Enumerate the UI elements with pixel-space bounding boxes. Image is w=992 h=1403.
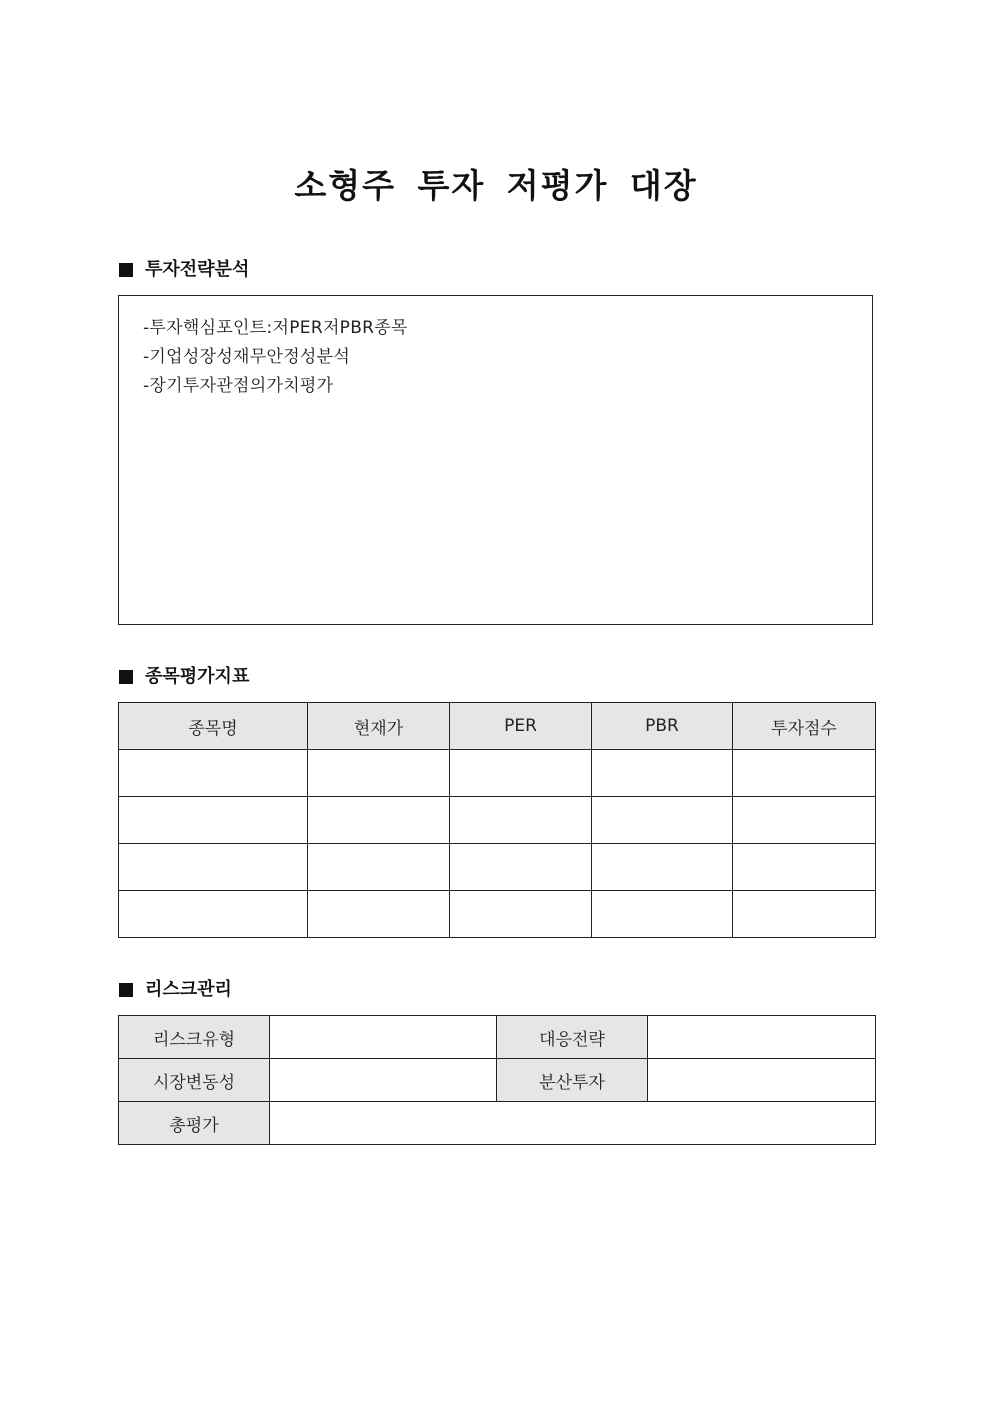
table-cell[interactable] bbox=[733, 797, 876, 844]
table-cell[interactable] bbox=[308, 844, 450, 891]
risk-value-cell[interactable] bbox=[648, 1016, 876, 1059]
section-heading-evaluation bbox=[119, 665, 249, 689]
column-header-price: 현재가 bbox=[308, 703, 450, 750]
column-header-score: 투자점수 bbox=[733, 703, 876, 750]
column-header-name: 종목명 bbox=[119, 703, 308, 750]
table-row bbox=[119, 750, 876, 797]
risk-value-cell[interactable] bbox=[648, 1059, 876, 1102]
table-cell[interactable] bbox=[450, 844, 592, 891]
table-row bbox=[119, 1016, 876, 1059]
table-cell[interactable] bbox=[450, 750, 592, 797]
risk-value-cell[interactable] bbox=[270, 1059, 497, 1102]
table-cell[interactable] bbox=[450, 891, 592, 938]
table-cell[interactable] bbox=[592, 797, 733, 844]
table-cell[interactable] bbox=[119, 891, 308, 938]
table-row bbox=[119, 1059, 876, 1102]
section-heading-label: 투자전략분석 bbox=[145, 259, 250, 280]
strategy-text-box[interactable] bbox=[118, 295, 873, 625]
risk-value-cell[interactable] bbox=[270, 1016, 497, 1059]
table-cell[interactable] bbox=[308, 891, 450, 938]
risk-label-cell: 리스크유형 bbox=[119, 1016, 270, 1059]
table-cell[interactable] bbox=[119, 797, 308, 844]
square-bullet-icon bbox=[119, 670, 133, 684]
table-row bbox=[119, 891, 876, 938]
table-cell[interactable] bbox=[592, 891, 733, 938]
table-header-row bbox=[119, 703, 876, 750]
strategy-line: -투자핵심포인트:저PER저PBR종목 bbox=[143, 318, 408, 338]
table-row bbox=[119, 797, 876, 844]
section-heading-risk bbox=[119, 978, 232, 1002]
risk-label-cell: 시장변동성 bbox=[119, 1059, 270, 1102]
table-row bbox=[119, 1102, 876, 1145]
table-cell[interactable] bbox=[592, 844, 733, 891]
risk-table bbox=[118, 1015, 876, 1145]
table-cell[interactable] bbox=[450, 797, 592, 844]
square-bullet-icon bbox=[119, 983, 133, 997]
square-bullet-icon bbox=[119, 263, 133, 277]
total-evaluation-value[interactable] bbox=[270, 1102, 876, 1145]
strategy-line: -기업성장성재무안정성분석 bbox=[143, 347, 351, 367]
table-row bbox=[119, 844, 876, 891]
risk-label-cell: 대응전략 bbox=[497, 1016, 648, 1059]
column-header-pbr: PBR bbox=[592, 703, 733, 750]
table-cell[interactable] bbox=[119, 750, 308, 797]
strategy-line: -장기투자관점의가치평가 bbox=[143, 376, 334, 396]
table-cell[interactable] bbox=[119, 844, 308, 891]
section-heading-label: 종목평가지표 bbox=[145, 666, 250, 687]
page-title: 소형주 투자 저평가 대장 bbox=[294, 166, 698, 205]
section-heading-strategy bbox=[119, 258, 249, 282]
table-cell[interactable] bbox=[308, 750, 450, 797]
table-cell[interactable] bbox=[733, 844, 876, 891]
table-cell[interactable] bbox=[308, 797, 450, 844]
table-cell[interactable] bbox=[733, 750, 876, 797]
table-cell[interactable] bbox=[592, 750, 733, 797]
table-cell[interactable] bbox=[733, 891, 876, 938]
column-header-per: PER bbox=[450, 703, 592, 750]
risk-label-cell: 분산투자 bbox=[497, 1059, 648, 1102]
evaluation-table bbox=[118, 702, 876, 938]
total-evaluation-label: 총평가 bbox=[119, 1102, 270, 1145]
section-heading-label: 리스크관리 bbox=[145, 979, 232, 1000]
